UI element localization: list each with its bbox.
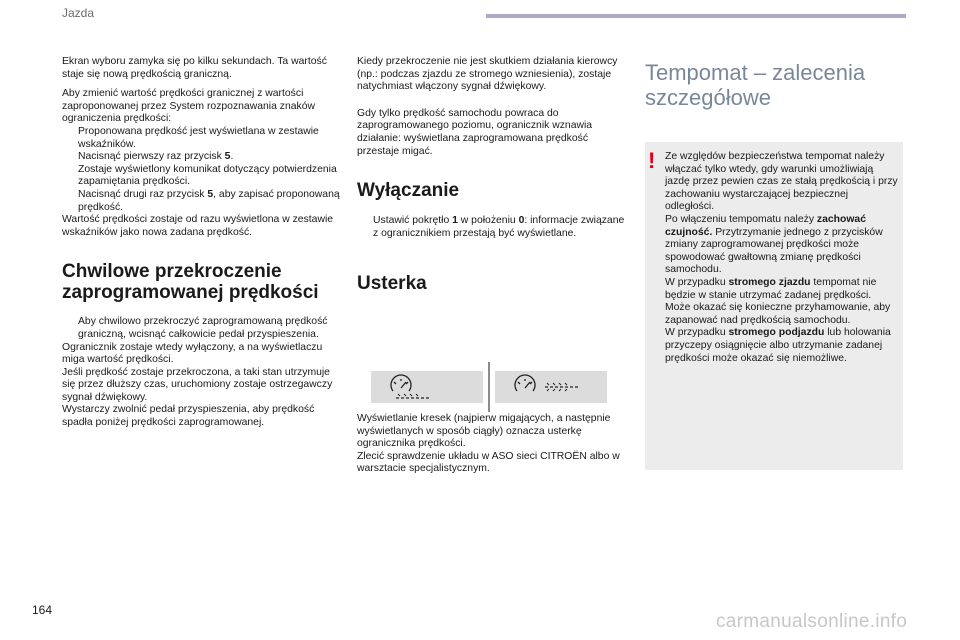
paragraph: Wyświetlanie kresek (najpierw migających, a następnie wyświetlanych w sposób ciągły) oznacza usterkę ogranicznika prędkości. xyxy=(357,413,611,450)
paragraph: Ze względów bezpieczeństwa tempomat należy włączać tylko wtedy, gdy warunki umożliwiają jazdę przez pewien czas ze stałą prędkością i przy zachowaniu wystarczającej bezpiecznej odległości. xyxy=(665,151,898,213)
paragraph: Gdy tylko prędkość samochodu powraca do zaprogramowanego poziomu, ogranicznik wznawia działanie: wyświetlana zaprogramowana prędkość przestaje migać. xyxy=(357,107,593,157)
column-middle xyxy=(357,56,627,606)
paragraph: Po włączeniu tempomatu należy zachować czujność. Przytrzymanie jednego z przycisków zmiany zaprogramowanej prędkości może spowodować gwałtowną zmianę prędkości samochodu. xyxy=(665,213,883,276)
divider xyxy=(488,362,490,412)
section-heading: Wyłączanie xyxy=(357,180,460,202)
paragraph: Ekran wyboru zamyka się po kilku sekundach. Ta wartość staje się nową prędkością graniczną. xyxy=(62,56,327,80)
paragraph-intro: Aby zmienić wartość prędkości granicznej z wartości zaproponowanej przez System rozpoznawania znaków ograniczenia prędkości: xyxy=(62,88,315,125)
list-item-text: Aby chwilowo przekroczyć zaprogramowaną prędkość graniczną, wcisnąć całkowicie pedał przyspieszenia. xyxy=(78,316,328,340)
warning-text xyxy=(665,151,899,365)
section-heading: Chwilowe przekroczenie zaprogramowanej prędkości xyxy=(62,261,319,304)
section-heading: Tempomat – zalecenia szczegółowe xyxy=(645,60,866,110)
list-item-text: Proponowana prędkość jest wyświetlana w zestawie wskaźników. xyxy=(78,125,319,150)
list-item xyxy=(62,316,344,341)
list-item xyxy=(62,151,344,189)
fault-display-blinking xyxy=(371,371,483,403)
fault-display-steady xyxy=(495,371,607,403)
list-item-text: Nacisnąć pierwszy raz przycisk 5. xyxy=(78,151,234,163)
paragraph xyxy=(62,88,344,239)
paragraph: W przypadku stromego podjazdu lub holowania przyczepy osiągnięcie albo utrzymanie zadanej prędkości może okazać się niemożliwe. xyxy=(665,327,891,364)
paragraph: Wartość prędkości zostaje od razu wyświetlona w zestawie wskaźników jako nowa zadana prędkość. xyxy=(62,214,334,238)
paragraph: Kiedy przekroczenie nie jest skutkiem działania kierowcy (np.: podczas zjazdu ze stromego wzniesienia), zostaje natychmiast włączony sygnał dźwiękowy. xyxy=(357,56,618,93)
list-item xyxy=(62,126,344,151)
paragraph: W przypadku stromego zjazdu tempomat nie będzie w stanie utrzymać zadanej prędkości. Może okazać się konieczne przyhamowanie, aby zapanować nad prędkością samochodu. xyxy=(665,276,891,326)
watermark: carmanualsonline.info xyxy=(716,611,908,632)
speedometer-dashes-icon xyxy=(371,371,483,403)
paragraph: Jeśli prędkość zostaje przekroczona, a taki stan utrzymuje się przez dłuższy czas, uruchomiony zostaje ostrzegawczy sygnał dźwiękowy. xyxy=(62,366,333,403)
list-item xyxy=(357,215,627,240)
section-heading: Usterka xyxy=(357,273,427,295)
fault-text xyxy=(357,413,627,476)
column-left xyxy=(62,56,344,430)
list-item-text-extra: Zostaje wyświetlony komunikat dotyczący potwierdzenia zapamiętania prędkości. xyxy=(78,163,337,188)
speedometer-dashes-icon xyxy=(495,371,607,403)
page-number: 164 xyxy=(32,603,53,617)
list-item xyxy=(62,189,344,214)
column-right xyxy=(645,60,907,110)
section-label: Jazda xyxy=(62,6,95,20)
list-item-text: Nacisnąć drugi raz przycisk 5, aby zapisać proponowaną prędkość. xyxy=(78,188,340,213)
warning-icon: ! xyxy=(648,148,656,173)
header-bar xyxy=(486,14,906,18)
list-item-text: Ustawić pokrętło 1 w położeniu 0: informacje związane z ogranicznikiem przestają być wyświetlane. xyxy=(373,215,625,239)
paragraph: Wystarczy zwolnić pedał przyspieszenia, aby prędkość spadła poniżej prędkości zaprogramowanej. xyxy=(62,404,315,429)
paragraph: Zlecić sprawdzenie układu w ASO sieci CITROËN albo w warsztacie specjalistycznym. xyxy=(357,450,620,475)
paragraph: Ogranicznik zostaje wtedy wyłączony, a na wyświetlaczu miga wartość prędkości. xyxy=(62,341,323,366)
